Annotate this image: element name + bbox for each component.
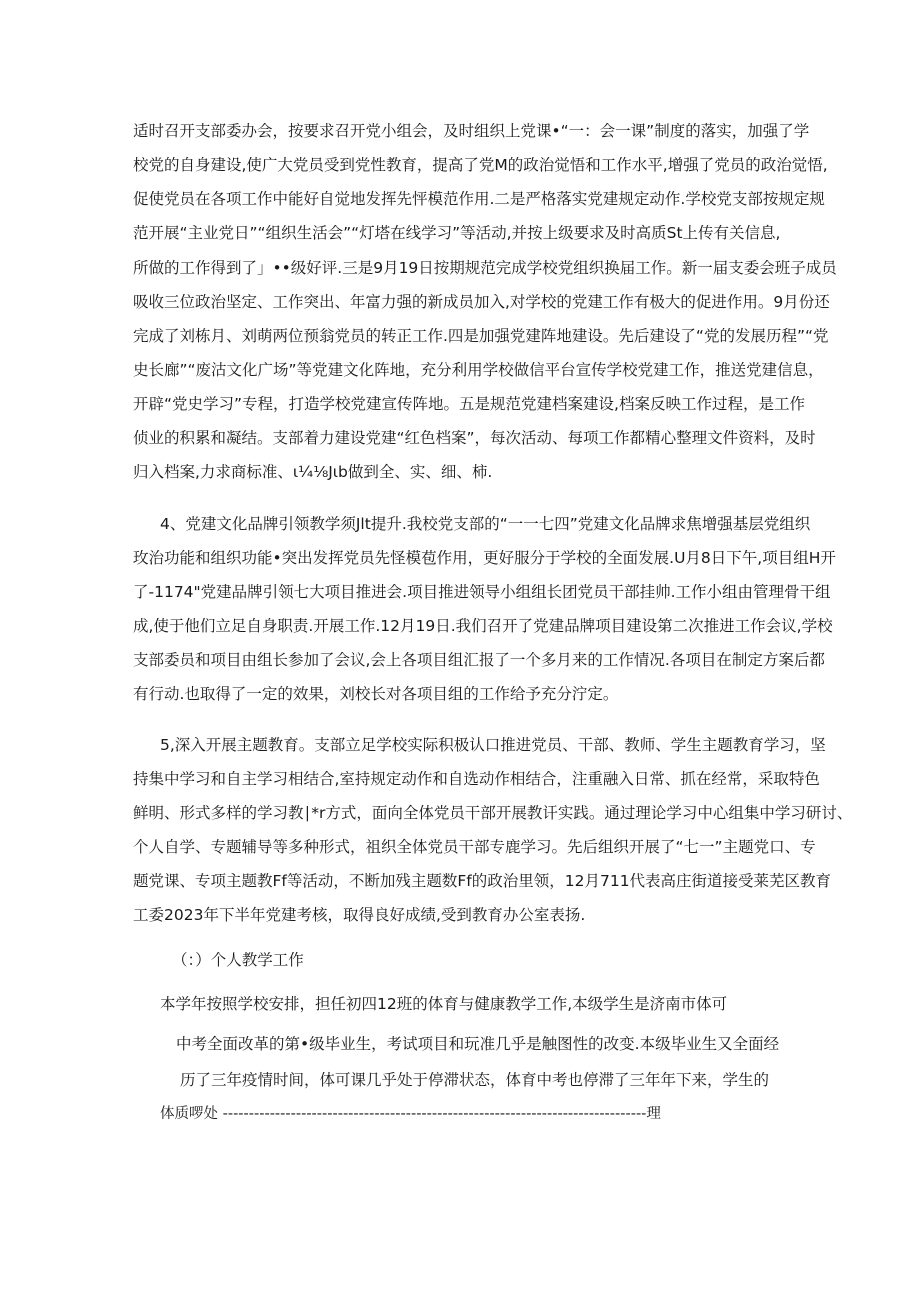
paragraph-line: 体质啰处 ---------------------------------------------------------------------------------理 (160, 1106, 661, 1122)
paragraph-first-line: 4、党建文化品牌引领教学须Jlt提升.我校党支部的“一一七四”党建文化品牌求焦增强基层党组织 (160, 515, 811, 533)
paragraph-line: 工委2023年下半年党建考核，取得良好成绩,受到教育办公室表扬. (133, 906, 586, 924)
paragraph-line: 史长廊”“废沽文化广场”等党建文化阵地，充分利用学校做信平台宣传学校党建工作，推送党建信息， (133, 361, 824, 379)
paragraph-line: 有行动.也取得了一定的效果，刘校长对各项目组的工作给予充分泞定。 (133, 685, 619, 703)
paragraph-line: 玫治功能和组织功能•突出发挥党员先怪模苞作用，更好服分于学校的全面发展.U月8日下午,项目组H开 (133, 549, 836, 567)
paragraph-line: 支部委员和项目由组长参加了会议,会上各项目组汇报了一个多月来的工作情况.各项目在制定方案后都 (133, 651, 825, 669)
paragraph-line: 个人自学、专题辅导等多种形式，祖织全体党员干部专鹿学习。先后组织开展了“七一”主题党口、专 (133, 838, 816, 856)
paragraph-line: 促使党员在各项工作中能好自觉地发挥先怦模范作用.二是严格落实党建规定动作.学校党支部按规定规 (133, 190, 825, 208)
paragraph-line: 了-1174"党建品牌引领七大项目推进会.项目推进领导小组组长团党员干部挂帅.工作小组由管理骨干组 (133, 583, 831, 601)
paragraph-line: 开辟“党史学习”专程，打造学校党建宣传阵地。五是规范党建档案建设,档案反映工作过程，是工作 (133, 395, 805, 413)
paragraph-line: 历了三年疫情时间，体可课几乎处于停滞状态，体育中考也停滞了三年年下来，学生的 (180, 1071, 770, 1089)
paragraph-first-line: 5,深入开展主题教育。支部立足学校实际积极认口推进党员、干部、教师、学生主题教育学习，坚 (160, 736, 826, 754)
paragraph-line: 持集中学习和自主学习相结合,室持规定动作和自选动作相结合，注重融入日常、抓在经常，采取特色 (133, 770, 820, 788)
paragraph-line: 成,使于他们立足自身职责.开展工作.12月19日.我们召开了党建品牌项目建设第二次推进工作会议,学校 (133, 617, 833, 635)
paragraph-first-line: 本学年按照学校安排，担任初四12班的体育与健康教学工作,本级学生是济南市体可 (160, 995, 728, 1013)
paragraph-line: 适时召开支部委办会，按要求召开党小组会，及时组织上党课•“一：会一课”制度的落实，加强了学 (133, 122, 810, 140)
paragraph-line: 所做的工作得到了」••级好评.三是9月19日按期规范完成学校党组织换届工作。新一届支委会班子成员 (133, 259, 837, 277)
paragraph-line: 侦业的积累和凝结。支部着力建设党建“红色档案”，每次活动、每项工作都精心整理文件资料，及时 (133, 429, 816, 447)
paragraph-line: 完成了刘栋月、刘萌两位预翁党员的转正工作.四是加强党建阵地建设。先后建设了“党的发展历程”“党 (133, 327, 829, 345)
section-heading: （：）个人教学工作 (172, 951, 304, 969)
paragraph-line: 吸收三位政治坚定、工作突出、年富力强的新成员加入,对学校的党建工作有极大的促进作用。9月份还 (133, 293, 830, 311)
paragraph-line: 鲜明、形式多样的学习教∣*r方式，面向全体党员干部开展教讦实践。通过理论学习中心组集中学习研讨、 (133, 804, 853, 822)
paragraph-line: 范开展“主业党日”“组织生活会”“灯塔在线学习”等活动,并按上级要求及时高质St上传有关信息, (133, 224, 781, 242)
paragraph-line: 校党的自身建设,使广大党员受到党性教育，提高了党M的政治觉悟和工作水平,增强了党员的政治觉悟, (133, 156, 828, 174)
paragraph-line: 归入档案,力求商标准、ι¼⅛Jιb做到全、实、细、柿. (133, 463, 493, 481)
paragraph-line: 题党课、专项主题教Ff等活动，不断加残主题数Ff的政治里领，12月711代表高庄街道接受莱芜区教育 (133, 872, 832, 890)
paragraph-line: 中考全面改革的第•级毕业生，考试项目和玩准几乎是触图性的改变.本级毕业生又全面经 (176, 1035, 780, 1053)
